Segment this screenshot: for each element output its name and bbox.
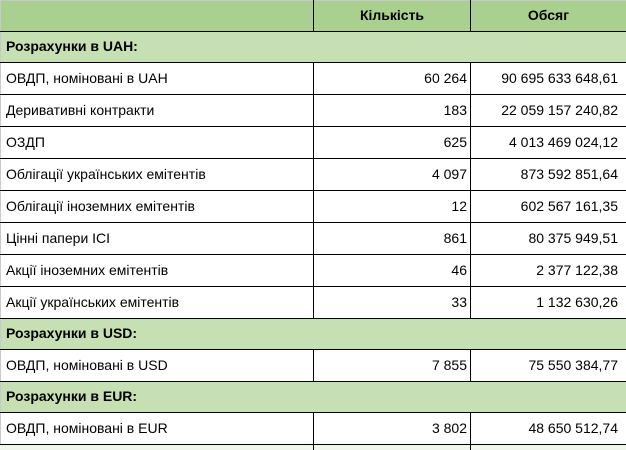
section-title: Розрахунки в USD: (1, 319, 626, 350)
table-row (1, 413, 626, 445)
row-volume-cell: 602 567 161,35 (471, 191, 626, 223)
table-row (1, 223, 626, 255)
row-volume-cell: 90 695 633 648,61 (471, 63, 626, 95)
row-volume-cell: 80 375 949,51 (471, 223, 626, 255)
row-count-cell: 3 802 (314, 413, 471, 445)
row-volume-cell: 75 550 384,77 (471, 350, 626, 382)
row-count-cell: 46 (314, 255, 471, 287)
table-row (1, 127, 626, 159)
section-row-usd (1, 319, 626, 350)
next-row-sliver (0, 445, 626, 450)
column-header-quantity: Кількість (314, 1, 471, 32)
table-row (1, 287, 626, 319)
row-label-cell: Облігації іноземних емітентів (1, 191, 314, 223)
row-count-cell: 861 (314, 223, 471, 255)
row-count-cell: 4 097 (314, 159, 471, 191)
row-volume-cell: 873 592 851,64 (471, 159, 626, 191)
row-count-cell: 7 855 (314, 350, 471, 382)
section-title: Розрахунки в UAH: (1, 32, 626, 63)
row-label-cell: ОЗДП (1, 127, 314, 159)
row-label-cell: Цінні папери ІСІ (1, 223, 314, 255)
row-label-cell: ОВДП, номіновані в USD (1, 350, 314, 382)
column-border-stub (313, 445, 314, 450)
section-row-uah (1, 32, 626, 63)
row-count-cell: 625 (314, 127, 471, 159)
table-row (1, 63, 626, 95)
row-volume-cell: 2 377 122,38 (471, 255, 626, 287)
row-volume-cell: 22 059 157 240,82 (471, 95, 626, 127)
table-row (1, 191, 626, 223)
row-label-cell: Деривативні контракти (1, 95, 314, 127)
row-label-cell: ОВДП, номіновані в UAH (1, 63, 314, 95)
column-header-empty (1, 1, 314, 32)
section-title: Розрахунки в EUR: (1, 382, 626, 413)
section-row-eur (1, 382, 626, 413)
column-border-stub (470, 445, 471, 450)
row-volume-cell: 4 013 469 024,12 (471, 127, 626, 159)
row-label-cell: Акції українських емітентів (1, 287, 314, 319)
column-header-volume: Обсяг (471, 1, 626, 32)
row-volume-cell: 1 132 630,26 (471, 287, 626, 319)
header-row (1, 1, 626, 32)
row-label-cell: ОВДП, номіновані в EUR (1, 413, 314, 445)
row-label-cell: Акції іноземних емітентів (1, 255, 314, 287)
table-row (1, 255, 626, 287)
row-count-cell: 60 264 (314, 63, 471, 95)
row-label-cell: Облігації українських емітентів (1, 159, 314, 191)
table-row (1, 159, 626, 191)
row-count-cell: 33 (314, 287, 471, 319)
table-row (1, 350, 626, 382)
row-volume-cell: 48 650 512,74 (471, 413, 626, 445)
row-count-cell: 12 (314, 191, 471, 223)
table-row (1, 95, 626, 127)
row-count-cell: 183 (314, 95, 471, 127)
